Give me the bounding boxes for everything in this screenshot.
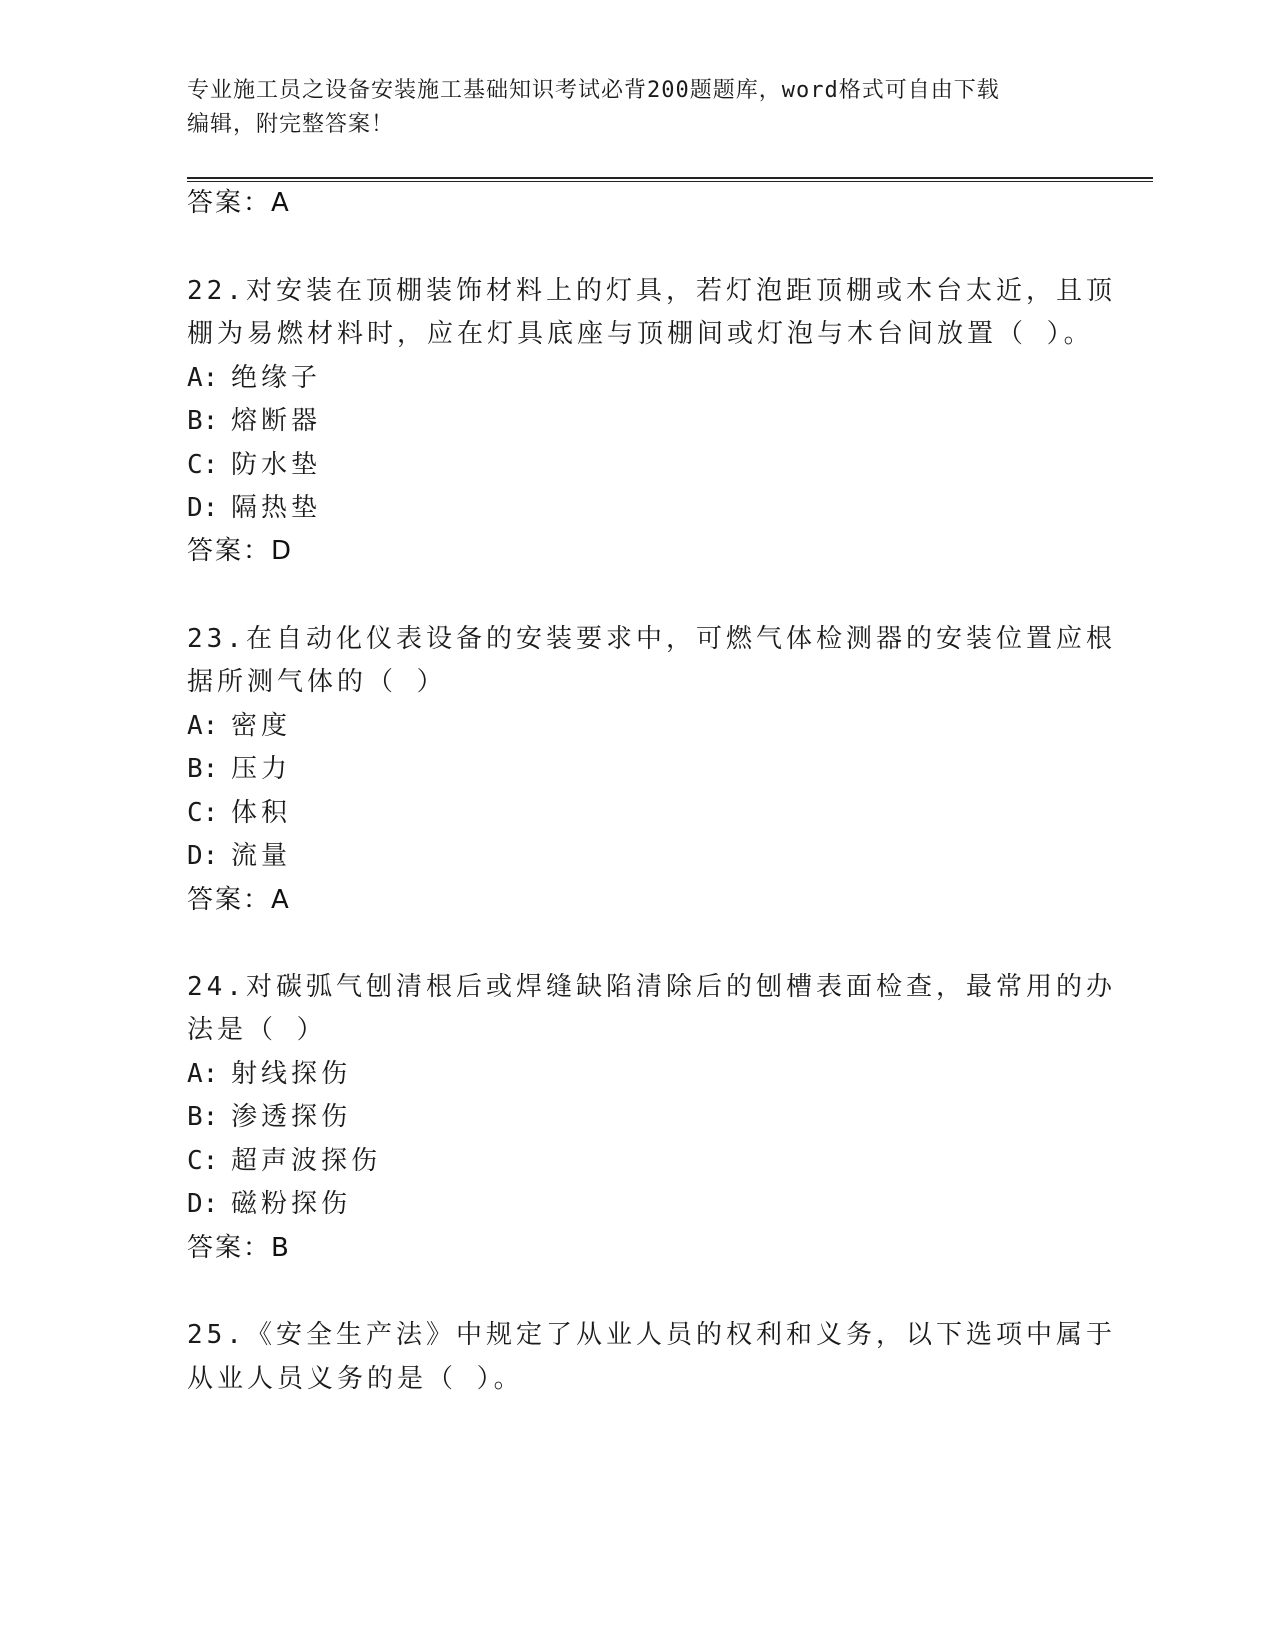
answer: 答案：B [187,1233,291,1263]
option-label: C: [187,1146,219,1176]
question-text-line-2: 从业人员义务的是（ ）。 [187,1364,524,1394]
option-label: A: [187,1059,219,1089]
option-text: 渗透探伤 [231,1102,352,1132]
option-b [187,404,321,438]
question-text-line-1: 22.对安装在顶棚装饰材料上的灯具，若灯泡距顶棚或木台太近，且顶 [187,276,1116,306]
option-text: 射线探伤 [231,1059,352,1089]
option-text: 磁粉探伤 [231,1189,352,1219]
previous-answer: 答案：A [187,188,291,218]
page-header [187,74,1000,142]
option-label: B: [187,1102,219,1132]
option-d [187,1187,351,1221]
option-label: B: [187,406,219,436]
option-c [187,448,321,482]
option-text: 防水垫 [231,450,322,480]
option-text: 流量 [231,841,292,871]
option-text: 熔断器 [231,406,322,436]
option-a [187,709,291,743]
question-text-line-1: 24.对碳弧气刨清根后或焊缝缺陷清除后的刨槽表面检查，最常用的办 [187,972,1116,1002]
option-c [187,796,291,830]
option-text: 隔热垫 [231,493,322,523]
option-label: D: [187,493,219,523]
option-b [187,752,291,786]
answer: 答案：A [187,885,291,915]
option-text: 绝缘子 [231,363,322,393]
question-text-line-2: 棚为易燃材料时，应在灯具底座与顶棚间或灯泡与木台间放置（ ）。 [187,319,1094,349]
question-text-line-2: 据所测气体的（ ） [187,667,447,697]
option-text: 压力 [231,754,292,784]
header-divider [187,177,1153,181]
option-b [187,1100,351,1134]
header-title-line-2: 编辑，附完整答案！ [187,112,395,137]
option-label: B: [187,754,219,784]
option-text: 体积 [231,798,292,828]
question-text-line-1: 23.在自动化仪表设备的安装要求中，可燃气体检测器的安装位置应根 [187,624,1116,654]
option-label: A: [187,711,219,741]
option-d [187,839,291,873]
option-label: A: [187,363,219,393]
option-label: D: [187,841,219,871]
option-text: 密度 [231,711,292,741]
option-label: C: [187,798,219,828]
option-text: 超声波探伤 [231,1146,382,1176]
question-text-line-2: 法是（ ） [187,1015,327,1045]
option-label: C: [187,450,219,480]
option-c [187,1144,381,1178]
option-d [187,491,321,525]
option-a [187,361,321,395]
answer: 答案：D [187,536,294,566]
header-title-line-1: 专业施工员之设备安装施工基础知识考试必背200题题库，word格式可自由下载 [187,78,1000,103]
option-label: D: [187,1189,219,1219]
question-text-line-1: 25.《安全生产法》中规定了从业人员的权利和义务，以下选项中属于 [187,1320,1116,1350]
option-a [187,1057,351,1091]
